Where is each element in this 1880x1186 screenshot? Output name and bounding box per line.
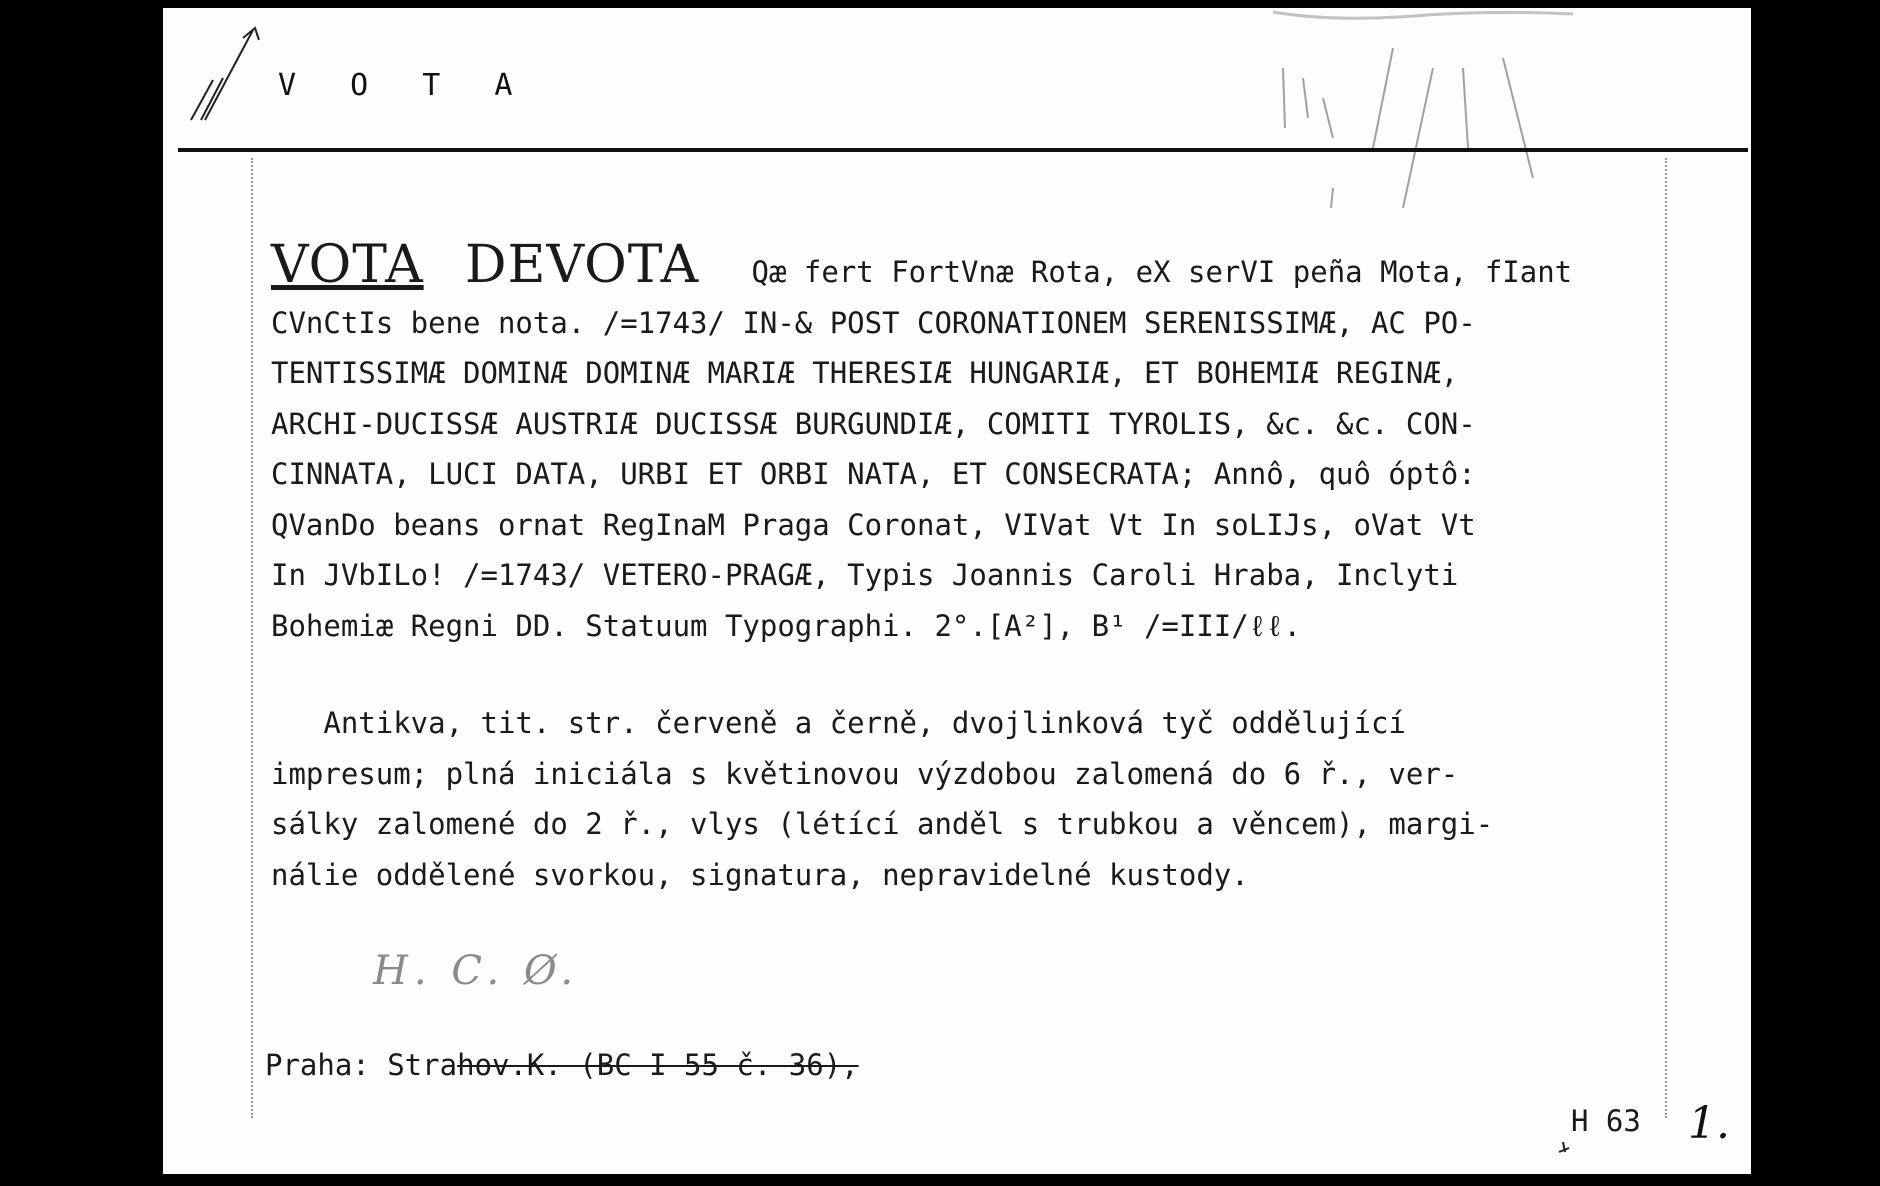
physical-description (271, 698, 1691, 900)
catalog-card (163, 8, 1751, 1174)
shelfmark: H 63 (1571, 1104, 1641, 1138)
corner-check-mark (183, 20, 273, 130)
description-line: impresum; plná iniciála s květinovou výzdobou zalomená do 6 ř., ver- (271, 756, 1459, 791)
body-line: ARCHI-DUCISSÆ AUSTRIÆ DUCISSÆ BURGUNDIÆ, COMITI TYROLIS, &c. &c. CON- (271, 406, 1476, 441)
holding-location (265, 1048, 859, 1082)
description-line: sálky zalomené do 2 ř., vlys (létící anděl s trubkou a věncem), margi- (271, 807, 1494, 841)
card-heading: V O T A (278, 68, 531, 103)
description-line: nálie oddělené svorkou, signatura, nepravidelné kustody. (271, 857, 1249, 892)
title-line-1 (271, 235, 1671, 298)
header-rule (178, 148, 1748, 152)
decorated-title (271, 235, 700, 295)
shelfmark-tick (1555, 1126, 1585, 1156)
decorated-word-vota: VOTA (271, 235, 424, 295)
handwritten-note: H. C. Ø. (373, 948, 580, 994)
decorated-word-devota: DEVOTA (464, 235, 700, 295)
description-line: Antikva, tit. str. červeně a černě, dvojlinková tyč oddělující (271, 706, 1406, 740)
handwritten-number: 1. (1688, 1098, 1730, 1149)
location-struck-text: hov.K. (BC I 55 č. 36), (457, 1048, 859, 1082)
body-line: In JVbILo! /=1743/ VETERO-PRAGÆ, Typis Joannis Caroli Hraba, Inclyti (271, 558, 1459, 592)
body-line: Qæ fert FortVnæ Rota, eX serVI peña Mota, fIant (751, 255, 1573, 289)
body-line: CINNATA, LUCI DATA, URBI ET ORBI NATA, ET CONSECRATA; Annô, quô óptô: (271, 457, 1476, 491)
title-transcription (271, 235, 1671, 651)
show-through-marks (1213, 8, 1633, 238)
body-line: CVnCtIs bene nota. /=1743/ IN-& POST CORONATIONEM SERENISSIMÆ, AC PO- (271, 305, 1476, 340)
body-line: TENTISSIMÆ DOMINÆ DOMINÆ MARIÆ THERESIÆ HUNGARIÆ, ET BOHEMIÆ REGINÆ, (271, 356, 1459, 390)
left-margin-dots (251, 158, 253, 1118)
body-line: Bohemiæ Regni DD. Statuum Typographi. 2°.[A²], B¹ /=III/ℓℓ. (271, 608, 1301, 643)
body-line: QVanDo beans ornat RegInaM Praga Coronat, VIVat Vt In soLIJs, oVat Vt (271, 507, 1476, 542)
location-prefix: Praha: Stra (265, 1048, 458, 1082)
